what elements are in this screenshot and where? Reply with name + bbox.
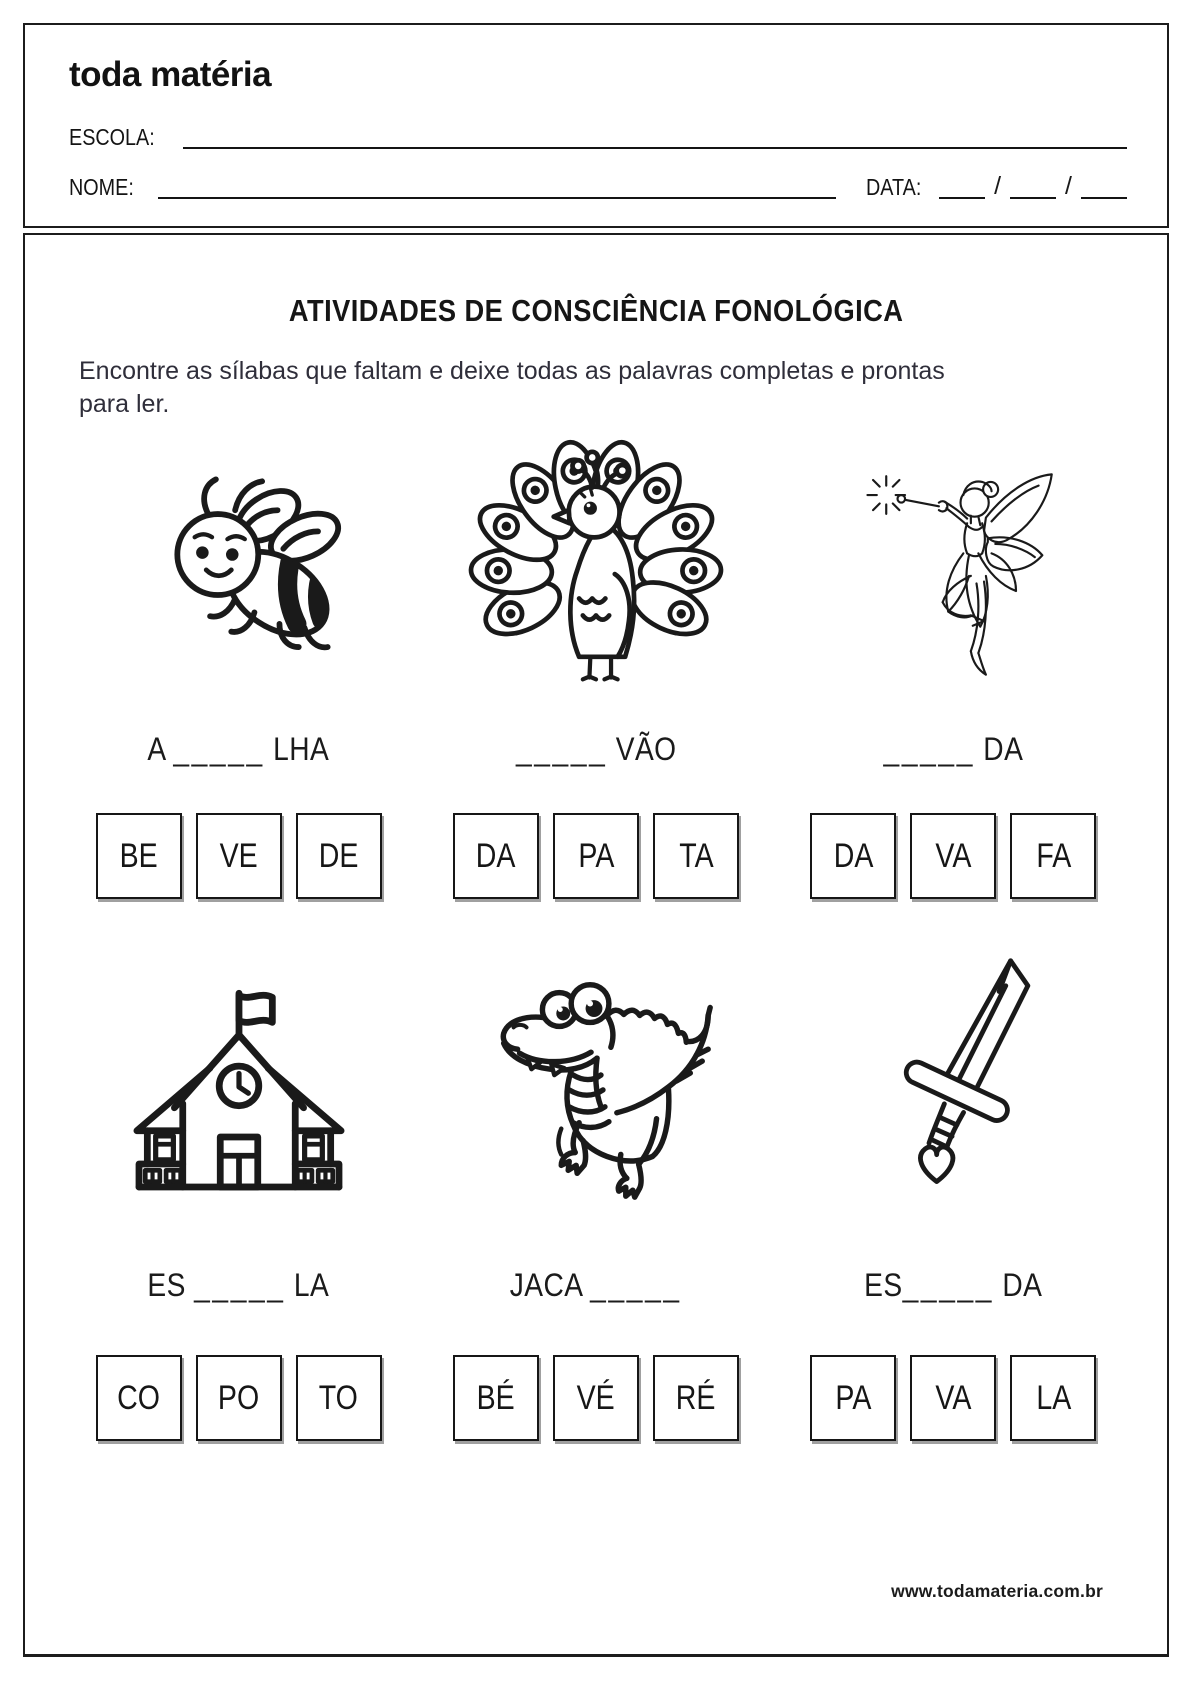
worksheet-instructions: [79, 355, 1107, 421]
exercise-grid: [77, 433, 1115, 1441]
bee-illustration: [133, 433, 345, 685]
exercise-escola: [77, 929, 400, 1441]
syllable-options: [810, 813, 1096, 899]
date-label: DATA:: [865, 174, 922, 200]
alligator-illustration: [462, 929, 730, 1203]
syllable-options: [453, 813, 739, 899]
fairy-illustration: [843, 433, 1063, 685]
prompt-prefix: ES: [147, 1267, 195, 1303]
syllable-option[interactable]: [453, 813, 539, 899]
exercise-pavao: [434, 433, 757, 899]
syllable-option-label: PA: [835, 1378, 872, 1417]
date-year-line[interactable]: [1081, 171, 1127, 199]
instructions-line: para ler.: [79, 390, 170, 418]
exercise-abelha: [77, 433, 400, 899]
exercise-espada: [792, 929, 1115, 1441]
syllable-option[interactable]: [810, 813, 896, 899]
prompt-blank[interactable]: _____: [883, 731, 975, 767]
header-card: [23, 23, 1169, 228]
sword-illustration: [857, 929, 1049, 1203]
school-illustration: [114, 929, 364, 1203]
school-write-line[interactable]: [183, 121, 1127, 149]
syllable-options: [96, 813, 382, 899]
name-date-field-row: [69, 171, 1127, 201]
prompt-suffix: LA: [285, 1267, 330, 1303]
syllable-option[interactable]: [910, 1355, 996, 1441]
syllable-option[interactable]: [653, 813, 739, 899]
syllable-option[interactable]: [296, 1355, 382, 1441]
prompt-prefix: ES: [864, 1267, 903, 1303]
syllable-option[interactable]: [453, 1355, 539, 1441]
syllable-option[interactable]: [96, 813, 182, 899]
syllable-option-label: PA: [577, 836, 614, 875]
syllable-options: [96, 1355, 382, 1441]
word-prompt: [874, 731, 1033, 773]
date-slash: /: [1065, 172, 1072, 200]
prompt-suffix: VÃO: [607, 731, 677, 767]
date-slash: /: [994, 172, 1002, 200]
syllable-option[interactable]: [196, 813, 282, 899]
peacock-illustration: [465, 433, 727, 685]
syllable-option[interactable]: [653, 1355, 739, 1441]
syllable-option[interactable]: [553, 1355, 639, 1441]
syllable-option[interactable]: [296, 813, 382, 899]
syllable-options: [453, 1355, 739, 1441]
syllable-options: [810, 1355, 1096, 1441]
word-prompt: [852, 1267, 1055, 1309]
syllable-option-label: DA: [833, 836, 874, 875]
worksheet-card: [23, 233, 1169, 1657]
prompt-blank[interactable]: _____: [902, 1267, 995, 1303]
syllable-option[interactable]: [810, 1355, 896, 1441]
syllable-option-label: BÉ: [476, 1378, 516, 1417]
prompt-blank[interactable]: _____: [590, 1267, 682, 1303]
worksheet-title: ATIVIDADES DE CONSCIÊNCIA FONOLÓGICA: [288, 293, 904, 328]
date-group: [866, 171, 1127, 201]
prompt-blank[interactable]: _____: [173, 731, 266, 767]
prompt-blank[interactable]: _____: [194, 1267, 286, 1303]
prompt-suffix: DA: [994, 1267, 1043, 1303]
syllable-option[interactable]: [1010, 1355, 1096, 1441]
prompt-blank[interactable]: _____: [515, 731, 608, 767]
syllable-option-label: TO: [319, 1378, 359, 1417]
syllable-option-label: TA: [678, 836, 714, 875]
word-prompt: [505, 731, 687, 773]
syllable-option-label: RÉ: [676, 1378, 716, 1417]
syllable-option-label: VE: [219, 836, 258, 875]
syllable-option-label: CO: [117, 1378, 161, 1417]
word-prompt: [135, 1267, 342, 1309]
school-field-row: [69, 121, 1127, 151]
prompt-prefix: A: [147, 731, 174, 767]
school-label: ESCOLA:: [69, 124, 155, 150]
syllable-option-label: VA: [935, 1378, 972, 1417]
instructions-line: Encontre as sílabas que faltam e deixe todas as palavras completas e prontas: [79, 357, 945, 385]
toda-materia-logo: toda matéria: [69, 55, 272, 94]
syllable-option-label: DA: [476, 836, 516, 875]
prompt-suffix: DA: [974, 731, 1024, 767]
syllable-option-label: VÉ: [576, 1378, 616, 1417]
syllable-option-label: BE: [119, 836, 158, 875]
syllable-option-label: FA: [1035, 836, 1071, 875]
syllable-option-label: PO: [218, 1378, 260, 1417]
word-prompt: [135, 731, 342, 773]
syllable-option[interactable]: [196, 1355, 282, 1441]
syllable-option-label: DE: [318, 836, 359, 875]
syllable-option[interactable]: [910, 813, 996, 899]
syllable-option[interactable]: [1010, 813, 1096, 899]
syllable-option[interactable]: [96, 1355, 182, 1441]
syllable-option-label: LA: [1035, 1378, 1071, 1417]
prompt-prefix: JACA: [510, 1267, 591, 1303]
date-day-line[interactable]: [939, 171, 985, 199]
exercise-jacare: [434, 929, 757, 1441]
name-label: NOME:: [69, 174, 134, 200]
prompt-suffix: LHA: [265, 731, 330, 767]
syllable-option[interactable]: [553, 813, 639, 899]
footer-url[interactable]: www.todamateria.com.br: [891, 1581, 1103, 1601]
syllable-option-label: VA: [935, 836, 972, 875]
exercise-fada: [792, 433, 1115, 899]
name-write-line[interactable]: [158, 171, 835, 199]
word-prompt: [498, 1267, 693, 1309]
date-month-line[interactable]: [1010, 171, 1056, 199]
